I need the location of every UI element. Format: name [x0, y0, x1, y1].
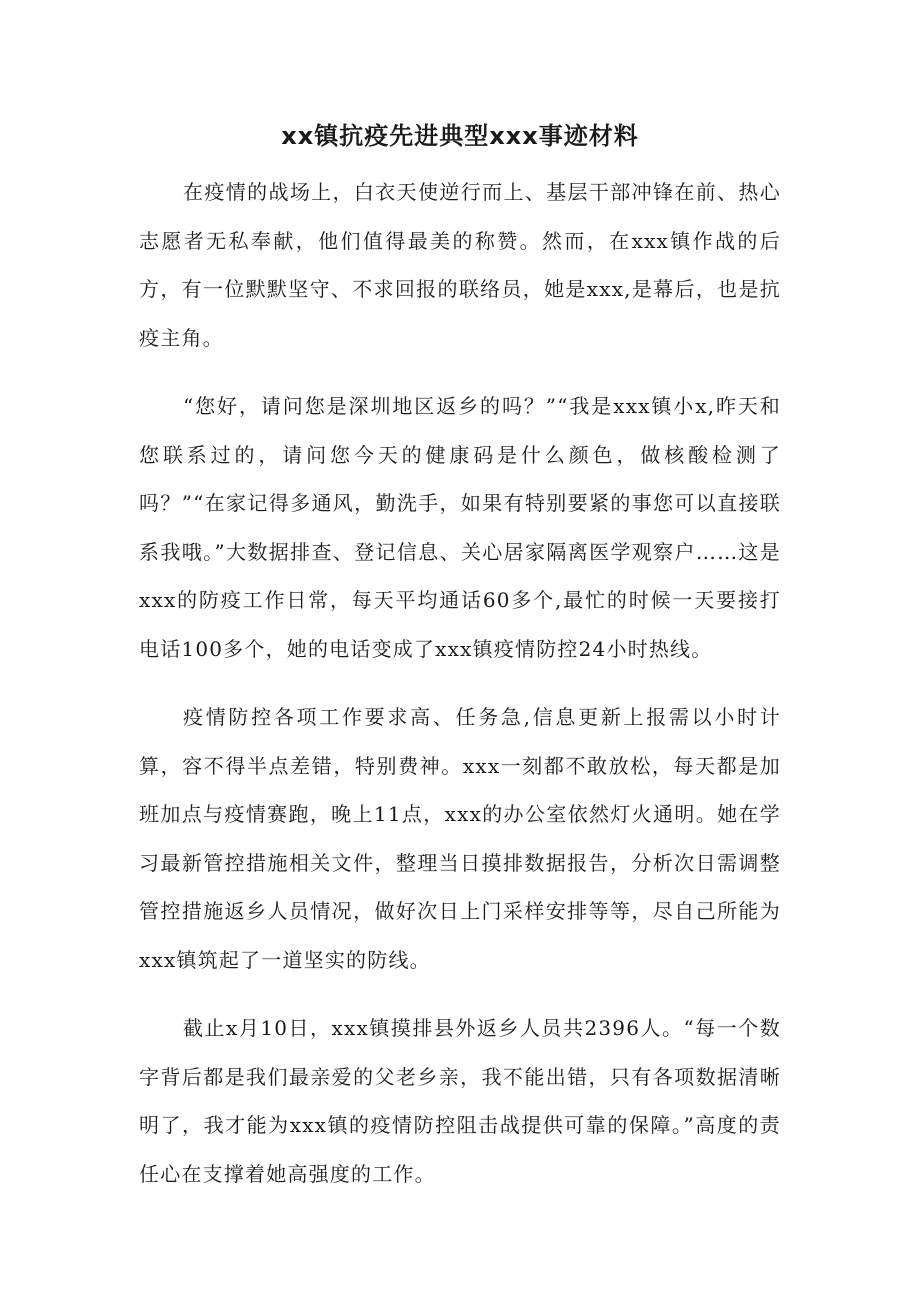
paragraph-4: 截止x月10日，xxx镇摸排县外返乡人员共2396人。“每一个数字背后都是我们最亲爱的父老乡亲，我不能出错，只有各项数据清晰明了，我才能为xxx镇的疫情防控阻击战提供可靠的保障。”高度的责任心在支撑着她高强度的工作。 [139, 1016, 781, 1186]
paragraph-1: 在疫情的战场上，白衣天使逆行而上、基层干部冲锋在前、热心志愿者无私奉献，他们值得最美的称赞。然而，在xxx镇作战的后方，有一位默默坚守、不求回报的联络员，她是xxx,是幕后，也是抗疫主角。 [139, 180, 781, 350]
document-body [139, 168, 781, 1218]
document-title: xx镇抗疫先进典型xxx事迹材料 [281, 122, 639, 150]
paragraph-3: 疫情防控各项工作要求高、任务急,信息更新上报需以小时计算，容不得半点差错，特别费神。xxx一刻都不敢放松，每天都是加班加点与疫情赛跑，晚上11点，xxx的办公室依然灯火通明。她在学习最新管控措施相关文件，整理当日摸排数据报告，分析次日需调整管控措施返乡人员情况，做好次日上门采样安排等等，尽自己所能为xxx镇筑起了一道坚实的防线。 [139, 705, 781, 972]
paragraph-2: “您好，请问您是深圳地区返乡的吗？”“我是xxx镇小x,昨天和您联系过的，请问您今天的健康码是什么颜色，做核酸检测了吗？”“在家记得多通风，勤洗手，如果有特别要紧的事您可以直接联系我哦。”大数据排查、登记信息、关心居家隔离医学观察户……这是xxx的防疫工作日常，每天平均通话60多个,最忙的时候一天要接打电话100多个，她的电话变成了xxx镇疫情防控24小时热线。 [139, 394, 781, 661]
